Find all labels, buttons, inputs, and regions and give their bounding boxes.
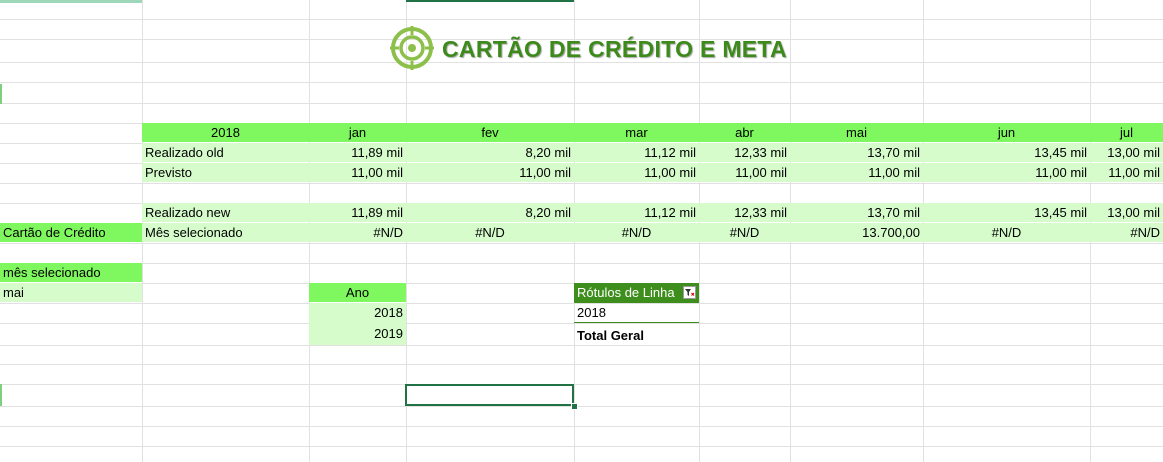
pivot-total-row[interactable]: Total Geral: [577, 328, 644, 343]
realizado-old-cell[interactable]: 11,12 mil: [574, 143, 699, 162]
cartao-de-credito-label[interactable]: Cartão de Crédito: [0, 223, 142, 242]
previsto-cell[interactable]: 11,00 mil: [309, 163, 406, 182]
mes-selecionado-cell[interactable]: #N/D: [309, 223, 406, 242]
realizado-new-cell[interactable]: 13,00 mil: [1090, 203, 1163, 222]
previsto-label[interactable]: Previsto: [142, 163, 309, 182]
ano-value[interactable]: 2018: [309, 303, 406, 323]
row-marker: [0, 384, 2, 406]
mes-selecionado-cell[interactable]: #N/D: [699, 223, 790, 242]
mes-selecionado-cell[interactable]: #N/D: [406, 223, 574, 242]
page-title: CARTÃO DE CRÉDITO E META: [442, 35, 787, 62]
mes-selecionado-label[interactable]: Mês selecionado: [142, 223, 309, 242]
month-header-jan[interactable]: jan: [309, 123, 406, 142]
active-column-indicator: [406, 0, 574, 2]
mes-selecionado-cell[interactable]: #N/D: [923, 223, 1090, 242]
previsto-cell[interactable]: 11,00 mil: [923, 163, 1090, 182]
month-header-jun[interactable]: jun: [923, 123, 1090, 142]
month-header-abr[interactable]: abr: [699, 123, 790, 142]
previsto-cell[interactable]: 11,00 mil: [406, 163, 574, 182]
realizado-new-label[interactable]: Realizado new: [142, 203, 309, 222]
pivot-row[interactable]: 2018: [574, 303, 699, 323]
column-selection-indicator: [0, 0, 142, 3]
title-block[interactable]: [390, 28, 787, 70]
year-header-cell[interactable]: 2018: [142, 123, 309, 142]
fill-handle[interactable]: [571, 403, 578, 410]
realizado-old-cell[interactable]: 11,89 mil: [309, 143, 406, 162]
target-icon: [390, 26, 434, 73]
realizado-old-cell[interactable]: 12,33 mil: [699, 143, 790, 162]
previsto-cell[interactable]: 11,00 mil: [574, 163, 699, 182]
pivot-header-label: Rótulos de Linha: [577, 285, 675, 300]
month-header-mar[interactable]: mar: [574, 123, 699, 142]
realizado-new-cell[interactable]: 11,12 mil: [574, 203, 699, 222]
realizado-new-cell[interactable]: 8,20 mil: [406, 203, 574, 222]
realizado-old-cell[interactable]: 13,70 mil: [790, 143, 923, 162]
row-marker: [0, 84, 2, 104]
month-header-jul[interactable]: jul: [1090, 123, 1163, 142]
month-header-mai[interactable]: mai: [790, 123, 923, 142]
realizado-new-cell[interactable]: 13,70 mil: [790, 203, 923, 222]
active-cell-selection[interactable]: [405, 384, 574, 406]
month-header-fev[interactable]: fev: [406, 123, 574, 142]
month-selector-label[interactable]: mês selecionado: [0, 263, 142, 282]
realizado-old-cell[interactable]: 13,45 mil: [923, 143, 1090, 162]
previsto-cell[interactable]: 11,00 mil: [790, 163, 923, 182]
mes-selecionado-cell[interactable]: #N/D: [574, 223, 699, 242]
realizado-new-cell[interactable]: 13,45 mil: [923, 203, 1090, 222]
mes-selecionado-cell[interactable]: #N/D: [1090, 223, 1163, 242]
realizado-new-cell[interactable]: 11,89 mil: [309, 203, 406, 222]
realizado-new-cell[interactable]: 12,33 mil: [699, 203, 790, 222]
ano-value[interactable]: 2019: [309, 323, 406, 345]
mes-selecionado-cell[interactable]: 13.700,00: [790, 223, 923, 242]
realizado-old-cell[interactable]: 13,00 mil: [1090, 143, 1163, 162]
month-selector-value[interactable]: mai: [0, 283, 142, 302]
filter-icon[interactable]: [683, 286, 696, 299]
ano-header[interactable]: Ano: [309, 283, 406, 302]
realizado-old-cell[interactable]: 8,20 mil: [406, 143, 574, 162]
realizado-old-label[interactable]: Realizado old: [142, 143, 309, 162]
previsto-cell[interactable]: 11,00 mil: [699, 163, 790, 182]
pivot-row-labels-header[interactable]: [574, 283, 699, 303]
previsto-cell[interactable]: 11,00 mil: [1090, 163, 1163, 182]
